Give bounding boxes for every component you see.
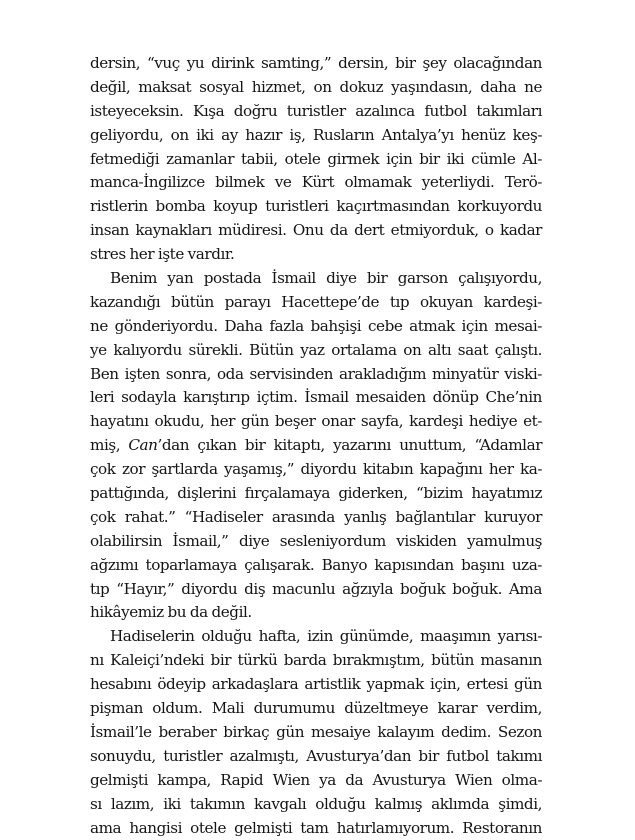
text-line: kazandığı bütün parayı Hacettepe’de tıp okuyan kardeşi-: [90, 291, 542, 315]
text-line: Benim yan postada İsmail diye bir garson çalışıyordu,: [90, 267, 542, 291]
paragraph-2: [90, 267, 542, 625]
page-text: [90, 52, 542, 840]
text-line: çok rahat.” “Hadiseler arasında yanlış bağlantılar kuruyor: [90, 506, 542, 530]
paragraph-3: [90, 625, 542, 840]
text-line: ristlerin bomba koyup turistleri kaçırtmasından korkuyordu: [90, 195, 542, 219]
text-line: dersin, “vuç yu dirink samting,” dersin, bir şey olacağından: [90, 52, 542, 76]
text-line: insan kaynakları müdiresi. Onu da dert etmiyorduk, o kadar: [90, 219, 542, 243]
text-line: isteyeceksin. Kışa doğru turistler azalınca futbol takımları: [90, 100, 542, 124]
text-line: stres her işte vardır.: [90, 243, 542, 267]
text-line: gelmişti kampa, Rapid Wien ya da Avusturya Wien olma-: [90, 769, 542, 793]
text-line: leri sodayla karıştırıp içtim. İsmail mesaiden dönüp Che’nin: [90, 386, 542, 410]
text-line: pişman oldum. Mali durumumu düzeltmeye karar verdim,: [90, 697, 542, 721]
text-line-with-italic: miş, Can’dan çıkan bir kitaptı, yazarını unuttum, “Adamlar: [90, 434, 542, 458]
text-line: manca-İngilizce bilmek ve Kürt olmamak yeterliydi. Terö-: [90, 171, 542, 195]
text-line: hikâyemiz bu da değil.: [90, 601, 542, 625]
text-line: İsmail’le beraber birkaç gün mesaiye kalayım dedim. Sezon: [90, 721, 542, 745]
text-line: değil, maksat sosyal hizmet, on dokuz yaşındasın, daha ne: [90, 76, 542, 100]
text-line: sonuydu, turistler azalmıştı, Avusturya’dan bir futbol takımı: [90, 745, 542, 769]
text-line: olabilirsin İsmail,” diye sesleniyordum viskiden yamulmuş: [90, 530, 542, 554]
text-line: hayatını okudu, her gün beşer onar sayfa, kardeşi hediye et-: [90, 410, 542, 434]
text-line: ne gönderiyordu. Daha fazla bahşişi cebe atmak için mesai-: [90, 315, 542, 339]
text-line: Ben işten sonra, oda servisinden arakladığım minyatür viski-: [90, 363, 542, 387]
italic-publisher-name: Can: [128, 436, 157, 454]
text-line: hesabını ödeyip arkadaşlara artistlik yapmak için, ertesi gün: [90, 673, 542, 697]
text-line: geliyordu, on iki ay hazır iş, Rusların Antalya’yı henüz keş-: [90, 124, 542, 148]
text-line: sı lazım, iki takımın kavgalı olduğu kalmış aklımda şimdi,: [90, 793, 542, 817]
text-line: ağzımı toparlamaya çalışarak. Banyo kapısından başını uza-: [90, 554, 542, 578]
text-line: ama hangisi otele gelmişti tam hatırlamıyorum. Restoranın: [90, 817, 542, 840]
text-line: Hadiselerin olduğu hafta, izin günümde, maaşımın yarısı-: [90, 625, 542, 649]
text-line: ye kalıyordu sürekli. Bütün yaz ortalama on altı saat çalıştı.: [90, 339, 542, 363]
paragraph-1: [90, 52, 542, 267]
text-line: tıp “Hayır,” diyordu diş macunlu ağzıyla boğuk boğuk. Ama: [90, 578, 542, 602]
text-line: çok zor şartlarda yaşamış,” diyordu kitabın kapağını her ka-: [90, 458, 542, 482]
text-line: nı Kaleiçi’ndeki bir türkü barda bırakmıştım, bütün masanın: [90, 649, 542, 673]
text-line: pattığında, dişlerini fırçalamaya giderken, “bizim hayatımız: [90, 482, 542, 506]
text-line: fetmediği zamanlar tabii, otele girmek için bir iki cümle Al-: [90, 148, 542, 172]
